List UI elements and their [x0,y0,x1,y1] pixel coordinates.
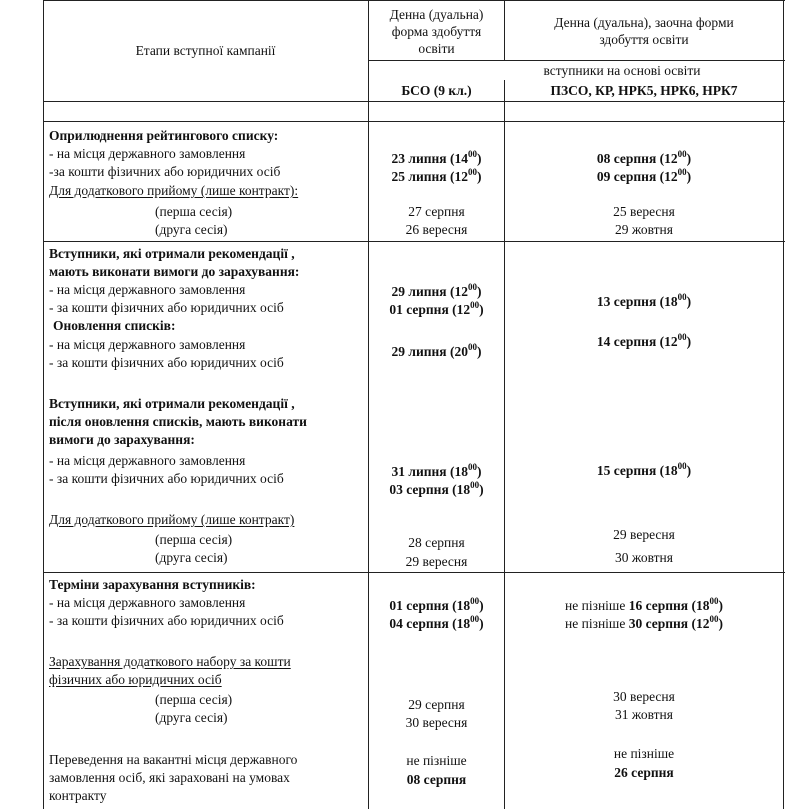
s3-line-private: - за кошти фізичних або юридичних осіб [49,613,284,628]
header-col2-line1: Денна (дуальна) [389,7,484,22]
s1-c2-session2: 26 вересня [405,222,468,237]
s3-c2-transfer-1: не пізніше [406,753,467,768]
s3-c3-session1: 30 вересня [613,689,675,704]
s3-c3-transfer-2: 26 серпня [614,765,674,780]
header-col2-sub: БСО (9 кл.) [401,83,472,98]
s3-c2-session2: 30 вересня [405,715,468,730]
s1-c2-state: 23 липня $(14^{00})$ [391,149,482,166]
s3-c2-state: 01 серпня $(18^{00})$ [389,596,484,613]
s2-line-private: - за кошти фізичних або юридичних осіб [49,300,284,315]
s2-c3-upd: 14 серпня $(12^{00})$ [596,332,692,349]
s2-c3-session1: 29 вересня [613,527,675,542]
s2-session1: (перша сесія) [155,532,233,547]
s1-additional: Для додаткового прийому (лише контракт): [49,183,299,198]
section-rule-1 [43,241,785,242]
s2-c3-session2: 30 жовтня [615,550,673,565]
table-top-border [43,0,785,1]
header-col3-line2: здобуття освіти [599,32,689,47]
s1-c3-private: 09 серпня $(12^{00})$ [596,167,692,184]
s2-c2-upd: 29 липня $(20^{00})$ [391,342,482,359]
s2-heading2-3: вимоги до зарахування: [49,432,195,447]
section-rule-2 [43,572,785,573]
s1-c3-session1: 25 вересня [613,204,675,219]
s2-session2: (друга сесія) [155,550,228,565]
header-col3-sub: ПЗСО, КР, НРК5, НРК6, НРК7 [550,83,738,98]
s3-transfer-3: контракту [49,788,107,803]
s2-c3-c: 15 серпня $(18^{00})$ [596,461,692,478]
s1-c2-session1: 27 серпня [408,204,465,219]
s1-line-state: - на місця державного замовлення [49,146,246,161]
s3-c3-transfer-1: не пізніше [613,746,675,761]
s3-c3-session2: 31 жовтня [615,707,673,722]
s3-c3-state: не пізніше 16 серпня $(18^{00})$ [565,596,723,613]
s2-c2-b: 01 серпня $(12^{00})$ [389,300,484,317]
s3-line-state: - на місця державного замовлення [49,595,246,610]
s2-heading2-1: Вступники, які отримали рекомендації , [49,396,295,411]
s2-c2-d: 03 серпня $(18^{00})$ [389,480,484,497]
header-basis-rule [368,60,785,61]
s3-additional-2: фізичних або юридичних осіб [49,672,222,687]
s1-heading: Оприлюднення рейтингового списку: [49,128,279,143]
s2-c2-session2: 29 вересня [405,554,468,569]
s3-session2: (друга сесія) [155,710,228,725]
s2-c2-c: 31 липня $(18^{00})$ [391,462,482,479]
s1-session2: (друга сесія) [155,222,228,237]
s2-heading-2: мають виконати вимоги до зарахування: [49,264,300,279]
s2-update-private: - за кошти фізичних або юридичних осіб [49,355,284,370]
s3-c3-private: не пізніше 30 серпня $(12^{00})$ [565,614,723,631]
s2-line-state: - на місця державного замовлення [49,282,246,297]
s3-heading: Терміни зарахування вступників: [49,577,256,592]
s2-heading2-2: після оновлення списків, мають виконати [49,414,307,429]
s2-update-state: - на місця державного замовлення [49,337,246,352]
s3-transfer-2: замовлення осіб, які зараховані на умовах [49,770,290,785]
header-col2-line2: форма здобуття [391,24,482,39]
s2-heading-1: Вступники, які отримали рекомендації , [49,246,295,261]
s2-c2-session1: 28 серпня [408,535,465,550]
s3-additional-1: Зарахування додаткового набору за кошти [49,654,291,669]
header-stages: Етапи вступної кампанії [135,43,276,58]
s3-c2-session1: 29 серпня [408,697,465,712]
header-col2-line3: освіти [418,41,455,56]
s3-c2-transfer-2: 08 серпня [406,772,467,787]
s1-c3-state: 08 серпня $(12^{00})$ [596,149,692,166]
header-basis: вступники на основі освіти [543,63,701,78]
header-bottom-rule [43,101,785,102]
s3-transfer-1: Переведення на вакантні місця державного [49,752,298,767]
s1-c2-private: 25 липня $(12^{00})$ [391,167,482,184]
s2-additional: Для додаткового прийому (лише контракт) [49,512,295,527]
s3-session1: (перша сесія) [155,692,233,707]
s1-c3-session2: 29 жовтня [615,222,673,237]
s2-c2-a: 29 липня $(12^{00})$ [391,282,482,299]
s1-line-private: -за кошти фізичних або юридичних осіб [49,164,281,179]
spacer-row-rule [43,121,785,122]
s1-session1: (перша сесія) [155,204,233,219]
s3-c2-private: 04 серпня $(18^{00})$ [389,614,484,631]
s2-line2-private: - за кошти фізичних або юридичних осіб [49,471,284,486]
s2-line2-state: - на місця державного замовлення [49,453,246,468]
s2-update-heading: Оновлення списків: [53,318,176,333]
header-col3-line1: Денна (дуальна), заочна форми [554,15,734,30]
s2-c3-a: 13 серпня $(18^{00})$ [596,292,692,309]
